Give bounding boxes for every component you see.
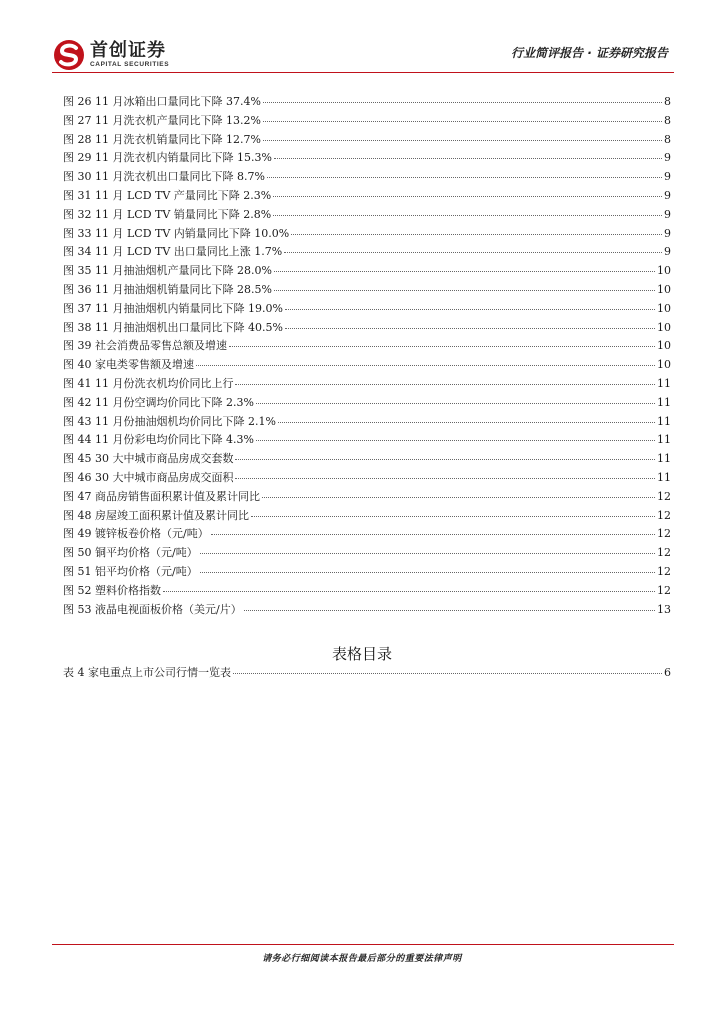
toc-entry[interactable] <box>63 394 671 413</box>
toc-entry-page: 8 <box>664 132 671 146</box>
toc-dot-leader <box>267 169 662 178</box>
toc-entry-page: 8 <box>664 95 671 108</box>
toc-entry[interactable] <box>63 243 671 262</box>
toc-dot-leader <box>273 188 662 197</box>
toc-entry-page: 12 <box>657 546 671 560</box>
toc-entry[interactable] <box>63 356 671 375</box>
toc-entry-page: 9 <box>664 151 671 165</box>
toc-entry[interactable] <box>63 375 671 394</box>
toc-entry-label: 图 44 11 月份彩电均价同比下降 4.3% <box>63 433 254 447</box>
toc-entry[interactable] <box>63 582 671 601</box>
company-logo <box>52 38 192 72</box>
toc-entry-page: 10 <box>657 358 671 372</box>
toc-dot-leader <box>251 508 655 517</box>
toc-dot-leader <box>229 338 655 347</box>
toc-dot-leader <box>200 545 655 554</box>
toc-entry-page: 10 <box>657 301 671 315</box>
toc-dot-leader <box>163 583 655 592</box>
toc-entry[interactable] <box>63 112 671 131</box>
footer-divider <box>52 944 674 945</box>
toc-dot-leader <box>235 470 655 479</box>
toc-dot-leader <box>285 320 655 329</box>
toc-entry[interactable] <box>63 149 671 168</box>
report-type-label: 行业简评报告 · 证券研究报告 <box>511 46 668 60</box>
toc-entry[interactable] <box>63 544 671 563</box>
toc-entry-page: 12 <box>657 508 671 522</box>
toc-entry-label: 图 49 镀锌板卷价格（元/吨） <box>63 527 209 541</box>
toc-entry-label: 图 43 11 月份抽油烟机均价同比下降 2.1% <box>63 414 276 428</box>
toc-entry-page: 12 <box>657 527 671 541</box>
toc-dot-leader <box>285 301 655 310</box>
toc-dot-leader <box>263 113 662 122</box>
toc-dot-leader <box>211 526 655 535</box>
toc-entry-page: 9 <box>664 188 671 202</box>
toc-entry[interactable] <box>63 450 671 469</box>
toc-entry-label: 图 39 社会消费品零售总额及增速 <box>63 339 227 353</box>
toc-entry[interactable] <box>63 431 671 450</box>
toc-entry[interactable] <box>63 319 671 338</box>
toc-entry-label: 图 40 家电类零售额及增速 <box>63 358 194 372</box>
toc-dot-leader <box>200 564 655 573</box>
toc-entry-page: 11 <box>657 414 671 428</box>
toc-entry-page: 11 <box>657 433 671 447</box>
toc-entry-label: 表 4 家电重点上市公司行情一览表 <box>63 666 231 679</box>
toc-entry-label: 图 33 11 月 LCD TV 内销量同比下降 10.0% <box>63 226 290 240</box>
toc-entry-label: 图 41 11 月份洗衣机均价同比上行 <box>63 376 234 390</box>
toc-entry-label: 图 53 液晶电视面板价格（美元/片） <box>63 602 242 616</box>
toc-dot-leader <box>262 489 655 498</box>
toc-entry-page: 13 <box>657 602 671 616</box>
toc-dot-leader <box>235 451 655 460</box>
toc-entry[interactable] <box>63 300 671 319</box>
toc-entry-label: 图 27 11 月洗衣机产量同比下降 13.2% <box>63 113 261 127</box>
toc-dot-leader <box>235 376 655 385</box>
toc-entry-label: 图 42 11 月份空调均价同比下降 2.3% <box>63 395 254 409</box>
toc-entry-label: 图 29 11 月洗衣机内销量同比下降 15.3% <box>63 151 272 165</box>
toc-entry-label: 图 26 11 月冰箱出口量同比下降 37.4% <box>63 95 261 108</box>
toc-entry-label: 图 30 11 月洗衣机出口量同比下降 8.7% <box>63 170 265 184</box>
toc-entry-page: 8 <box>664 113 671 127</box>
figure-table-of-contents <box>63 93 671 619</box>
toc-entry[interactable] <box>63 488 671 507</box>
toc-entry-page: 10 <box>657 339 671 353</box>
toc-entry[interactable] <box>63 281 671 300</box>
toc-entry[interactable] <box>63 131 671 150</box>
toc-entry-page: 6 <box>664 666 671 679</box>
toc-entry-page: 9 <box>664 245 671 259</box>
toc-entry[interactable] <box>63 664 671 683</box>
toc-entry[interactable] <box>63 601 671 620</box>
toc-entry[interactable] <box>63 337 671 356</box>
toc-entry-label: 图 37 11 月抽油烟机内销量同比下降 19.0% <box>63 301 283 315</box>
tables-section-title: 表格目录 <box>331 645 392 663</box>
toc-entry-page: 11 <box>657 395 671 409</box>
toc-entry[interactable] <box>63 93 671 112</box>
toc-entry-label: 图 47 商品房销售面积累计值及累计同比 <box>63 489 260 503</box>
toc-entry-label: 图 35 11 月抽油烟机产量同比下降 28.0% <box>63 264 272 278</box>
toc-dot-leader <box>278 414 655 423</box>
toc-entry[interactable] <box>63 262 671 281</box>
toc-entry[interactable] <box>63 168 671 187</box>
toc-entry-label: 图 28 11 月洗衣机销量同比下降 12.7% <box>63 132 261 146</box>
toc-entry[interactable] <box>63 206 671 225</box>
toc-entry[interactable] <box>63 225 671 244</box>
toc-entry[interactable] <box>63 563 671 582</box>
toc-entry-page: 9 <box>664 226 671 240</box>
toc-entry[interactable] <box>63 469 671 488</box>
toc-entry-page: 10 <box>657 264 671 278</box>
toc-dot-leader <box>244 602 655 611</box>
toc-entry-page: 12 <box>657 583 671 597</box>
capital-securities-logo-icon <box>52 38 86 72</box>
toc-entry-label: 图 50 铜平均价格（元/吨） <box>63 546 198 560</box>
toc-entry-page: 11 <box>657 470 671 484</box>
toc-entry[interactable] <box>63 187 671 206</box>
footer-disclaimer: 请务必行细阅读本报告最后部分的重要法律声明 <box>262 954 462 964</box>
toc-entry-label: 图 46 30 大中城市商品房成交面积 <box>63 470 234 484</box>
toc-entry-page: 12 <box>657 564 671 578</box>
toc-dot-leader <box>233 665 662 674</box>
logo-chinese-name: 首创证券 <box>90 40 166 61</box>
toc-entry-page: 10 <box>657 282 671 296</box>
toc-entry-label: 图 51 铝平均价格（元/吨） <box>63 564 198 578</box>
toc-dot-leader <box>263 94 662 103</box>
toc-entry-label: 图 45 30 大中城市商品房成交套数 <box>63 452 234 466</box>
toc-dot-leader <box>273 207 662 216</box>
toc-entry-page: 9 <box>664 207 671 221</box>
toc-dot-leader <box>291 226 662 235</box>
toc-entry-label: 图 31 11 月 LCD TV 产量同比下降 2.3% <box>63 188 272 202</box>
toc-dot-leader <box>274 263 655 272</box>
toc-entry[interactable] <box>63 413 671 432</box>
toc-dot-leader <box>274 282 655 291</box>
toc-entry-page: 12 <box>657 489 671 503</box>
table-table-of-contents <box>63 664 671 683</box>
toc-entry-label: 图 32 11 月 LCD TV 销量同比下降 2.8% <box>63 207 272 221</box>
toc-entry-label: 图 36 11 月抽油烟机销量同比下降 28.5% <box>63 282 272 296</box>
header-divider <box>52 72 674 73</box>
toc-entry-label: 图 38 11 月抽油烟机出口量同比下降 40.5% <box>63 320 283 334</box>
toc-dot-leader <box>256 432 655 441</box>
toc-entry-label: 图 52 塑料价格指数 <box>63 583 161 597</box>
toc-dot-leader <box>196 357 655 366</box>
logo-english-name: CAPITAL SECURITIES <box>90 61 170 68</box>
toc-dot-leader <box>284 244 662 253</box>
toc-dot-leader <box>263 132 662 141</box>
toc-entry-page: 11 <box>657 452 671 466</box>
toc-entry-label: 图 48 房屋竣工面积累计值及累计同比 <box>63 508 249 522</box>
toc-entry[interactable] <box>63 507 671 526</box>
toc-entry-page: 9 <box>664 170 671 184</box>
toc-entry[interactable] <box>63 525 671 544</box>
toc-dot-leader <box>256 395 655 404</box>
toc-entry-page: 11 <box>657 376 671 390</box>
toc-entry-page: 10 <box>657 320 671 334</box>
toc-entry-label: 图 34 11 月 LCD TV 出口量同比上涨 1.7% <box>63 245 283 259</box>
toc-dot-leader <box>274 150 662 159</box>
